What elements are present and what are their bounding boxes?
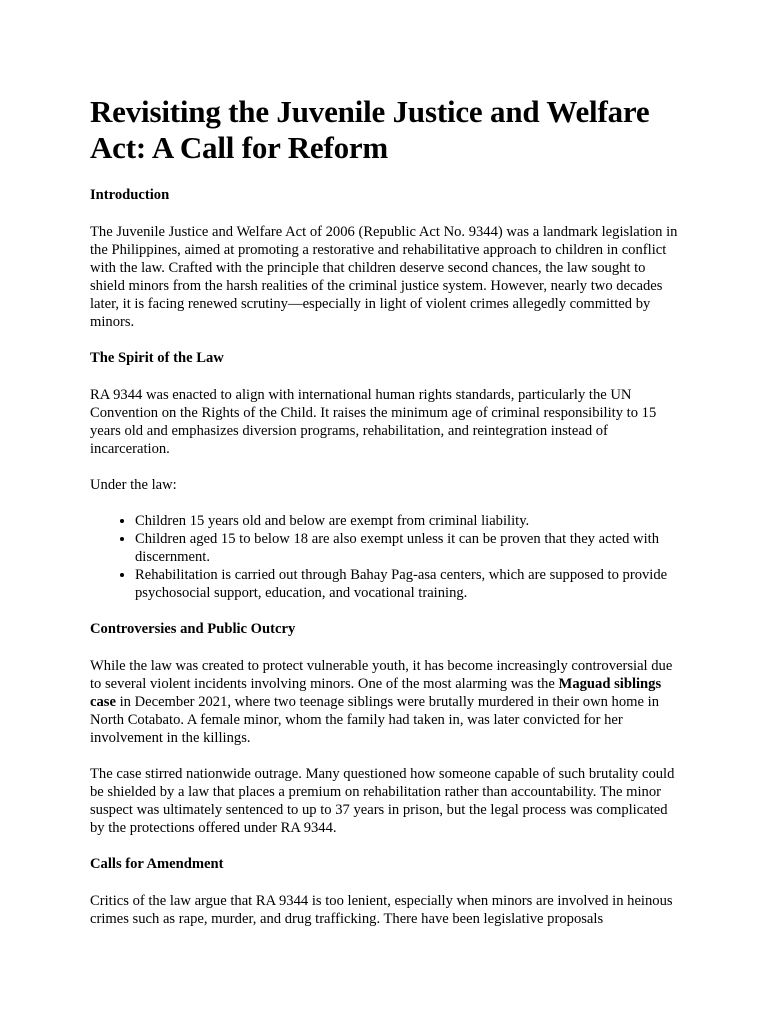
controversies-text-before: While the law was created to protect vulnerable youth, it has become increasingly controversial due to several violent incidents involving minors. One of the most alarming was the bbox=[90, 658, 673, 692]
document-title: Revisiting the Juvenile Justice and Welfare Act: A Call for Reform bbox=[90, 94, 650, 165]
document-page bbox=[90, 94, 682, 946]
list-item: • Children 15 years old and below are exempt from criminal liability. bbox=[135, 512, 682, 530]
maguad-case-emphasis: Maguad siblings case bbox=[90, 676, 662, 710]
list-item: • Children aged 15 to below 18 are also exempt unless it can be proven that they acted with discernment. bbox=[135, 530, 682, 566]
spirit-paragraph: RA 9344 was enacted to align with international human rights standards, particularly the UN Convention on the Rights of the Child. It raises the minimum age of criminal responsibility to 15 years old and emphasizes diversion programs, rehabilitation, and reintegration instead of incarceration. bbox=[90, 387, 657, 457]
introduction-paragraph: The Juvenile Justice and Welfare Act of 2006 (Republic Act No. 9344) was a landmark legislation in the Philippines, aimed at promoting a restorative and rehabilitative approach to children in conflict with the law. Crafted with the principle that children deserve second chances, the law sought to shield minors from the harsh realities of the criminal justice system. However, nearly two decades later, it is facing renewed scrutiny—especially in light of violent crimes allegedly committed by minors. bbox=[90, 224, 678, 330]
controversies-paragraph-2: The case stirred nationwide outrage. Many questioned how someone capable of such brutality could be shielded by a law that places a premium on rehabilitation rather than accountability. The minor suspect was ultimately sentenced to up to 37 years in prison, but the legal process was complicated by the protections offered under RA 9344. bbox=[90, 766, 675, 836]
section-heading-controversies: Controversies and Public Outcry bbox=[90, 621, 296, 637]
list-item: • Rehabilitation is carried out through Bahay Pag-asa centers, which are supposed to provide psychosocial support, education, and vocational training. bbox=[135, 566, 682, 602]
section-heading-spirit: The Spirit of the Law bbox=[90, 350, 224, 366]
controversies-paragraph-1 bbox=[90, 657, 682, 747]
controversies-text-after: in December 2021, where two teenage siblings were brutally murdered in their own home in North Cotabato. A female minor, whom the family had taken in, was later convicted for her involvement in the killings. bbox=[90, 694, 659, 746]
spirit-list-intro: Under the law: bbox=[90, 477, 177, 493]
section-heading-introduction: Introduction bbox=[90, 187, 170, 203]
section-heading-amendment: Calls for Amendment bbox=[90, 856, 224, 872]
spirit-bullet-list bbox=[90, 512, 682, 602]
amendment-paragraph: Critics of the law argue that RA 9344 is too lenient, especially when minors are involved in heinous crimes such as rape, murder, and drug trafficking. There have been legislative proposals bbox=[90, 893, 673, 927]
